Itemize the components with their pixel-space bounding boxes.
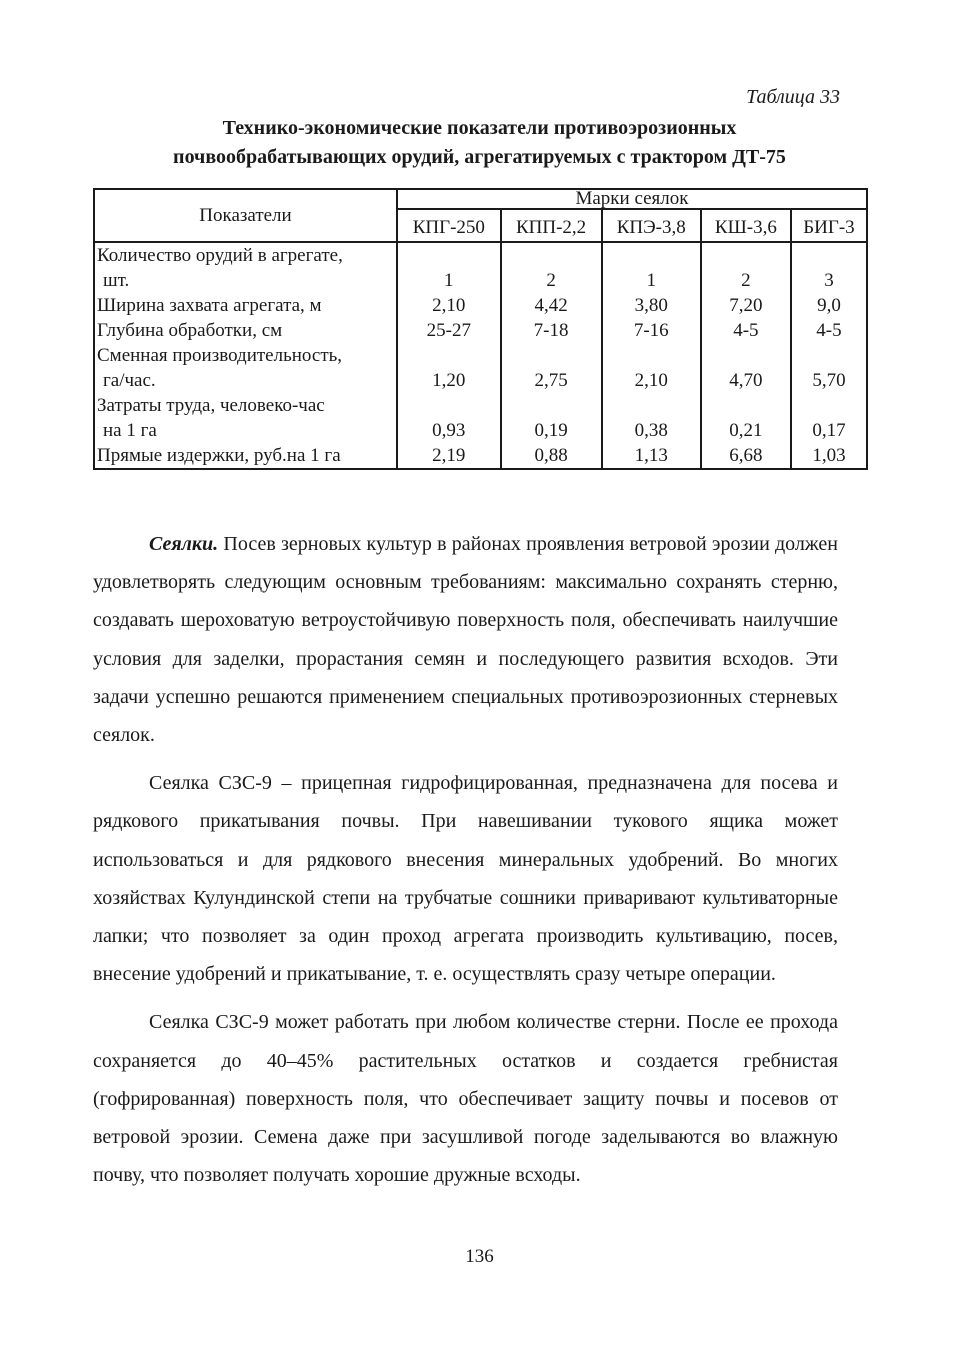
table-cell: 4,42	[501, 293, 602, 318]
table-row	[94, 293, 867, 318]
table-cell: 0,17	[791, 393, 867, 443]
paragraph-body: Посев зерновых культур в районах проявления ветровой эрозии должен удовлетворять следующим основным требованиям: максимально сохранять стерню, создавать шероховатую ветроустойчивую поверхность поля, обеспечивать наилучшие условия для заделки, прорастания семян и последующего развития всходов. Эти задачи успешно решаются применением специальных противоэрозионных стерневых сеялок.	[93, 533, 838, 747]
table-number: Таблица 33	[746, 86, 840, 108]
table-cell: 0,38	[602, 393, 701, 443]
indicators-table	[93, 188, 868, 470]
indicator-header: Показатели	[94, 189, 397, 242]
paragraph	[93, 525, 838, 754]
row-label	[94, 242, 397, 293]
table-row	[94, 318, 867, 343]
column-header: КПП-2,2	[501, 209, 602, 242]
table-cell: 7-16	[602, 318, 701, 343]
table-row	[94, 393, 867, 443]
table-cell: 0,93	[397, 393, 501, 443]
row-label	[94, 393, 397, 443]
title-line-2: почвообрабатывающих орудий, агрегатируемых с трактором ДТ-75	[173, 146, 786, 168]
row-label	[94, 443, 397, 469]
table-cell: 0,21	[701, 393, 791, 443]
column-header: БИГ-3	[791, 209, 867, 242]
table-cell: 1,03	[791, 443, 867, 469]
page-number: 136	[465, 1246, 494, 1267]
table-cell: 4,70	[701, 343, 791, 393]
table-cell: 2	[501, 242, 602, 293]
column-header: КПГ-250	[397, 209, 501, 242]
row-label-line: Сменная производительность,	[97, 345, 343, 366]
table-cell: 5,70	[791, 343, 867, 393]
table-cell: 2,75	[501, 343, 602, 393]
paragraph: Сеялка СЗС-9 – прицепная гидрофицированная, предназначена для посева и рядкового прикатывания почвы. При навешивании тукового ящика может использоваться и для рядкового внесения минеральных удобрений. Во многих хозяйствах Кулундинской степи на трубчатые сошники приваривают культиваторные лапки; что позволяет за один проход агрегата производить культивацию, посев, внесение удобрений и прикатывание, т. е. осуществлять сразу четыре операции.	[93, 772, 838, 986]
row-label-continuation: шт.	[103, 270, 130, 291]
table-cell: 1,20	[397, 343, 501, 393]
table-cell: 7-18	[501, 318, 602, 343]
table-cell: 2,19	[397, 443, 501, 469]
row-label-line: Прямые издержки, руб.на 1 га	[97, 445, 341, 466]
row-label-line: Ширина захвата агрегата, м	[97, 295, 322, 316]
table-row	[94, 343, 867, 393]
paragraph: Сеялка СЗС-9 может работать при любом количестве стерни. После ее прохода сохраняется до 40–45% растительных остатков и создается гребнистая (гофрированная) поверхность поля, что обеспечивает защиту почвы и посевов от ветровой эрозии. Семена даже при засушливой погоде заделываются во влажную почву, что позволяет получать хорошие дружные всходы.	[93, 1011, 838, 1187]
column-header: КПЭ-3,8	[602, 209, 701, 242]
row-label-line: Глубина обработки, см	[97, 320, 283, 341]
row-label-line: Затраты труда, человеко-час	[97, 395, 325, 416]
row-label	[94, 293, 397, 318]
table-cell: 9,0	[791, 293, 867, 318]
row-label-continuation: на 1 га	[103, 420, 157, 441]
table-cell: 1	[397, 242, 501, 293]
row-label-continuation: га/час.	[103, 370, 156, 391]
table-cell: 1,13	[602, 443, 701, 469]
table-cell: 1	[602, 242, 701, 293]
table-cell: 6,68	[701, 443, 791, 469]
table-cell: 3	[791, 242, 867, 293]
table-cell: 2,10	[397, 293, 501, 318]
table-cell: 2,10	[602, 343, 701, 393]
row-label-line: Количество орудий в агрегате,	[97, 245, 343, 266]
table-row	[94, 443, 867, 469]
group-header: Марки сеялок	[397, 189, 867, 209]
table-row	[94, 242, 867, 293]
table-title	[0, 114, 959, 172]
table-cell: 3,80	[602, 293, 701, 318]
row-label	[94, 318, 397, 343]
column-header: КШ-3,6	[701, 209, 791, 242]
table-cell: 4-5	[791, 318, 867, 343]
table-cell: 2	[701, 242, 791, 293]
row-label	[94, 343, 397, 393]
table-cell: 4-5	[701, 318, 791, 343]
table-cell: 25-27	[397, 318, 501, 343]
body-text	[93, 525, 838, 1194]
title-line-1: Технико-экономические показатели противоэрозионных	[222, 117, 737, 139]
table-cell: 7,20	[701, 293, 791, 318]
table-cell: 0,19	[501, 393, 602, 443]
table-cell: 0,88	[501, 443, 602, 469]
paragraph-lead: Сеялки.	[149, 533, 219, 555]
